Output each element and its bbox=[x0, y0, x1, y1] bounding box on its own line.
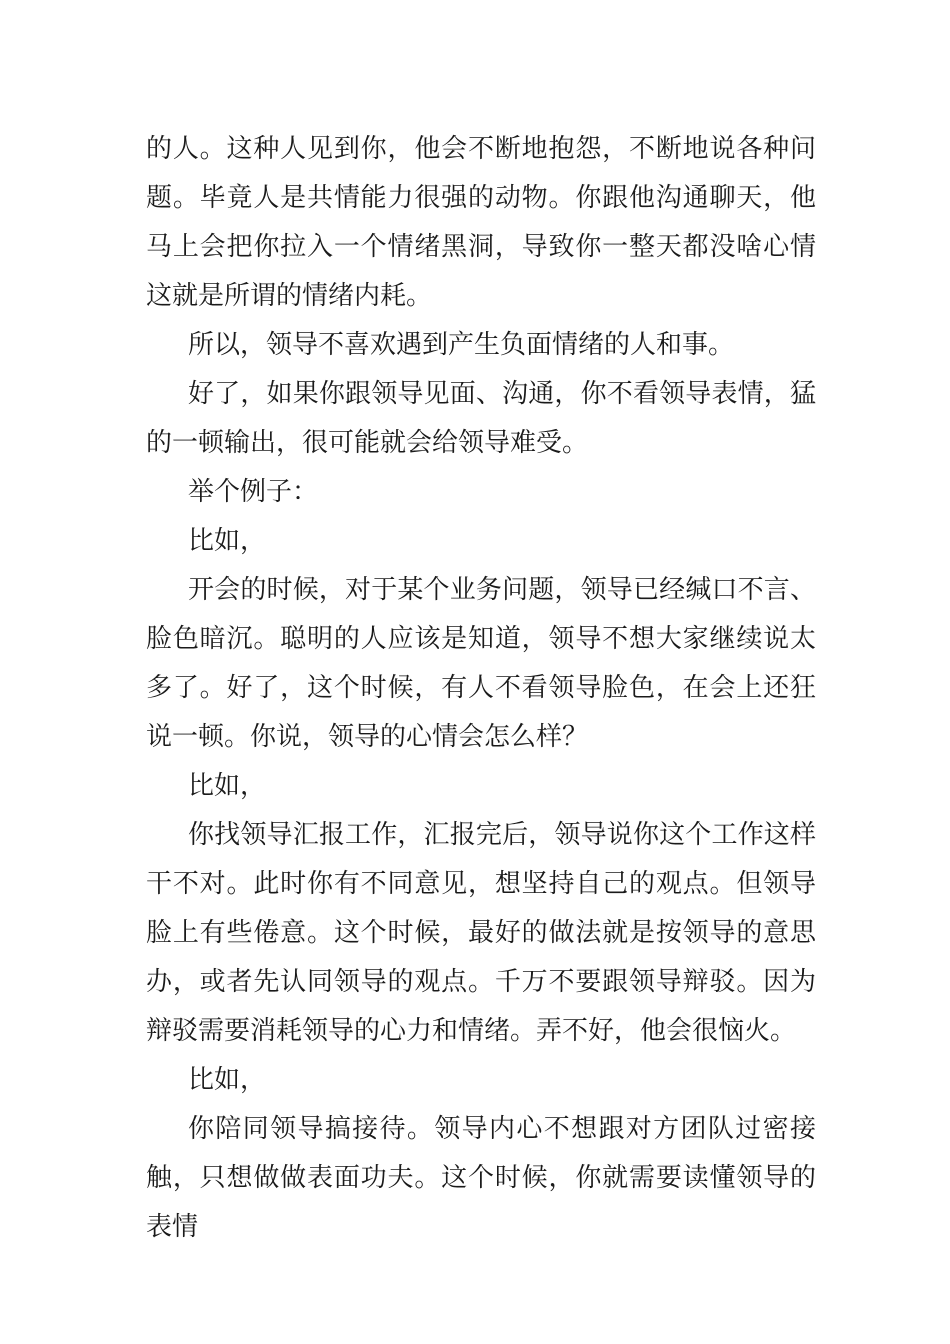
paragraph-8: 你找领导汇报工作，汇报完后，领导说你这个工作这样干不对。此时你有不同意见，想坚持自己的观点。但领导脸上有些倦意。这个时候，最好的做法就是按领导的意思办，或者先认同领导的观点。千万不要跟领导辩驳。因为辩驳需要消耗领导的心力和情绪。弄不好，他会很恼火。 bbox=[146, 820, 816, 1046]
paragraph-10: 你陪同领导搞接待。领导内心不想跟对方团队过密接触，只想做做表面功夫。这个时候，你就需要读懂领导的表情 bbox=[146, 1114, 816, 1242]
paragraph-1: 的人。这种人见到你，他会不断地抱怨，不断地说各种问题。毕竟人是共情能力很强的动物。你跟他沟通聊天，他马上会把你拉入一个情绪黑洞，导致你一整天都没啥心情这就是所谓的情绪内耗。 bbox=[146, 134, 816, 311]
paragraph-2: 所以，领导不喜欢遇到产生负面情绪的人和事。 bbox=[188, 330, 735, 360]
paragraph-4: 举个例子： bbox=[188, 477, 319, 507]
paragraph-7: 比如， bbox=[188, 771, 267, 801]
paragraph-6: 开会的时候，对于某个业务问题，领导已经缄口不言、脸色暗沉。聪明的人应该是知道，领导不想大家继续说太多了。好了，这个时候，有人不看领导脸色，在会上还狂说一顿。你说，领导的心情会怎么样？ bbox=[146, 575, 816, 752]
paragraph-5: 比如， bbox=[188, 526, 267, 556]
paragraph-3: 好了，如果你跟领导见面、沟通，你不看领导表情，猛的一顿输出，很可能就会给领导难受。 bbox=[146, 379, 816, 458]
paragraph-9: 比如， bbox=[188, 1065, 267, 1095]
body-text bbox=[146, 125, 816, 1252]
